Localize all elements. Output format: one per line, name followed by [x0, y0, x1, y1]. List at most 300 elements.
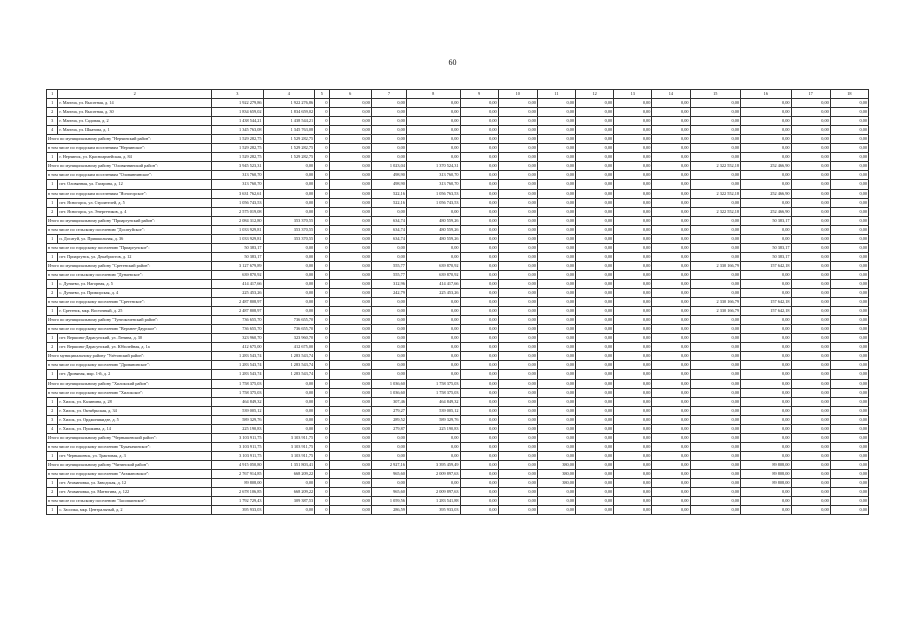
subtotal-label: в том числе по городским поселениям "Нерчинское":: [47, 144, 212, 153]
value-cell: 0: [315, 289, 329, 298]
value-cell: 0,00: [741, 370, 792, 379]
row-index: 2: [47, 108, 58, 117]
value-cell: 0,00: [371, 433, 406, 442]
subtotal-row: [47, 189, 869, 198]
value-cell: 0,00: [371, 135, 406, 144]
value-cell: 0,00: [537, 171, 575, 180]
value-cell: 414 417,66: [406, 279, 460, 288]
address-cell: г. Хилок, ул. Пушкина, д. 14: [58, 424, 212, 433]
column-number: 6: [329, 90, 371, 99]
page-number: 60: [448, 58, 457, 67]
value-cell: 0,00: [329, 252, 371, 261]
row-index: 2: [47, 406, 58, 415]
value-cell: 0,00: [406, 370, 460, 379]
value-cell: 0,00: [614, 325, 652, 334]
value-cell: 0,00: [406, 243, 460, 252]
value-cell: 313 760,70: [406, 180, 460, 189]
value-cell: 0,00: [830, 388, 868, 397]
value-cell: 0,00: [830, 352, 868, 361]
row-index: 2: [47, 289, 58, 298]
value-cell: 0,00: [830, 225, 868, 234]
value-cell: 0,00: [460, 243, 498, 252]
value-cell: 157 642,18: [741, 261, 792, 270]
subtotal-row: [47, 442, 869, 451]
value-cell: 0,00: [329, 207, 371, 216]
value-cell: 589 329,76: [406, 415, 460, 424]
value-cell: 0,00: [791, 433, 830, 442]
value-cell: 0,00: [791, 225, 830, 234]
value-cell: 0,00: [537, 388, 575, 397]
value-cell: 0: [315, 451, 329, 460]
value-cell: 0,00: [498, 234, 537, 243]
value-cell: 0,00: [537, 352, 575, 361]
value-cell: 0,00: [741, 153, 792, 162]
value-cell: 0,00: [652, 198, 690, 207]
value-cell: 0,00: [460, 270, 498, 279]
value-cell: 0,00: [460, 379, 498, 388]
value-cell: 0,00: [791, 279, 830, 288]
value-cell: 0,00: [537, 117, 575, 126]
value-cell: 0,00: [652, 270, 690, 279]
value-cell: 0,00: [371, 334, 406, 343]
value-cell: 380,00: [537, 460, 575, 469]
value-cell: 0,00: [791, 216, 830, 225]
address-row: [47, 234, 869, 243]
value-cell: 0,00: [830, 361, 868, 370]
value-cell: 1 033 929,81: [212, 234, 264, 243]
value-cell: 0,00: [690, 135, 741, 144]
subtotal-row: [47, 433, 869, 442]
value-cell: 0,00: [830, 460, 868, 469]
value-cell: 0,00: [498, 460, 537, 469]
value-cell: 0,00: [614, 289, 652, 298]
value-cell: 1 056 743,53: [212, 198, 264, 207]
subtotal-row: [47, 325, 869, 334]
value-cell: 0,00: [329, 279, 371, 288]
value-cell: 0,00: [830, 189, 868, 198]
value-cell: 0,00: [690, 153, 741, 162]
value-cell: 0,00: [460, 488, 498, 497]
value-cell: 0,00: [791, 325, 830, 334]
value-cell: 0,00: [537, 189, 575, 198]
value-cell: 252 466,90: [741, 189, 792, 198]
value-cell: 498,90: [371, 180, 406, 189]
value-cell: 634,74: [371, 234, 406, 243]
address-cell: г. Нерчинск, ул. Красноармейская, д. 84: [58, 153, 212, 162]
value-cell: 0,00: [329, 316, 371, 325]
value-cell: 50 383,17: [741, 243, 792, 252]
address-cell: пгт. Атамановка, ул. Матюгина, д. 122: [58, 488, 212, 497]
value-cell: 0,00: [460, 442, 498, 451]
value-cell: 1 529 282,75: [212, 144, 264, 153]
value-cell: 0,00: [329, 488, 371, 497]
value-cell: 2 009 897,63: [406, 469, 460, 478]
value-cell: 0,00: [537, 243, 575, 252]
value-cell: 0,00: [329, 99, 371, 108]
value-cell: 0,00: [690, 243, 741, 252]
value-cell: 0,00: [791, 469, 830, 478]
value-cell: 0: [315, 325, 329, 334]
value-cell: 0,00: [652, 108, 690, 117]
value-cell: 0,00: [263, 424, 315, 433]
value-cell: 0,00: [576, 289, 614, 298]
value-cell: 0,00: [329, 397, 371, 406]
value-cell: 0,00: [741, 234, 792, 243]
value-cell: 0,00: [537, 270, 575, 279]
value-cell: 0,00: [498, 352, 537, 361]
value-cell: 0,00: [741, 379, 792, 388]
address-row: [47, 343, 869, 352]
value-cell: 0,00: [741, 497, 792, 506]
value-cell: 0,00: [614, 153, 652, 162]
value-cell: 279,27: [371, 406, 406, 415]
value-cell: 0,00: [614, 252, 652, 261]
row-index: 1: [47, 99, 58, 108]
row-index: 1: [47, 479, 58, 488]
value-cell: 0,00: [576, 316, 614, 325]
value-cell: 0,00: [537, 307, 575, 316]
address-row: [47, 488, 869, 497]
value-cell: 0,00: [791, 198, 830, 207]
value-cell: 0,00: [652, 261, 690, 270]
value-cell: 0,00: [791, 298, 830, 307]
value-cell: 0,00: [460, 506, 498, 515]
value-cell: 0: [315, 162, 329, 171]
value-cell: 0,00: [460, 180, 498, 189]
value-cell: 0,00: [830, 397, 868, 406]
value-cell: 3 127 679,89: [212, 261, 264, 270]
value-cell: 0,00: [371, 361, 406, 370]
value-cell: 0,00: [329, 225, 371, 234]
value-cell: 0,00: [406, 307, 460, 316]
value-cell: 0,00: [614, 316, 652, 325]
value-cell: 0,00: [406, 153, 460, 162]
value-cell: 0,00: [830, 252, 868, 261]
value-cell: 0,00: [652, 488, 690, 497]
address-cell: пгт. Дровяная, мкр. 1-й, д. 2: [58, 370, 212, 379]
value-cell: 0,00: [830, 325, 868, 334]
value-cell: 0,00: [576, 225, 614, 234]
value-cell: 0,00: [741, 433, 792, 442]
value-cell: 0,00: [263, 189, 315, 198]
value-cell: 0,00: [406, 207, 460, 216]
address-cell: с. Дунаево, ул. Приморская, д. 4: [58, 289, 212, 298]
value-cell: 0,00: [329, 479, 371, 488]
value-cell: 0,00: [371, 479, 406, 488]
value-cell: 0,00: [741, 99, 792, 108]
value-cell: 0,00: [791, 388, 830, 397]
value-cell: 0,00: [791, 289, 830, 298]
value-cell: 0,00: [791, 497, 830, 506]
value-cell: 0,00: [263, 388, 315, 397]
value-cell: 0,00: [537, 497, 575, 506]
value-cell: 0,00: [537, 289, 575, 298]
value-cell: 0,00: [498, 433, 537, 442]
value-cell: 1 438 544,21: [212, 117, 264, 126]
value-cell: 0,00: [652, 99, 690, 108]
value-cell: 414 417,66: [212, 279, 264, 288]
address-row: [47, 479, 869, 488]
value-cell: 0,00: [791, 117, 830, 126]
value-cell: 0,00: [690, 406, 741, 415]
value-cell: 0,00: [460, 460, 498, 469]
value-cell: 0,00: [371, 99, 406, 108]
value-cell: 0,00: [652, 352, 690, 361]
value-cell: 0,00: [498, 198, 537, 207]
value-cell: 0,00: [690, 361, 741, 370]
value-cell: 4 915 050,80: [212, 460, 264, 469]
value-cell: 0,00: [830, 379, 868, 388]
value-cell: 0,00: [537, 433, 575, 442]
value-cell: 0,00: [460, 207, 498, 216]
value-cell: 0,00: [537, 442, 575, 451]
value-cell: 0,00: [830, 171, 868, 180]
value-cell: 0,00: [576, 343, 614, 352]
value-cell: 0,00: [830, 506, 868, 515]
value-cell: 0,00: [498, 397, 537, 406]
value-cell: 0,00: [576, 216, 614, 225]
value-cell: 0,00: [614, 279, 652, 288]
value-cell: 0,00: [498, 325, 537, 334]
subtotal-label: в том числе по городским поселениям "Ясногорское":: [47, 189, 212, 198]
value-cell: 0,00: [652, 126, 690, 135]
value-cell: 0,00: [690, 388, 741, 397]
value-cell: 0,00: [614, 261, 652, 270]
subtotal-label: Итого муниципальному району "Улётовский район":: [47, 352, 212, 361]
address-cell: г. Магича, ул. Садовая, д. 2: [58, 117, 212, 126]
value-cell: 0,00: [690, 289, 741, 298]
value-cell: 0,00: [263, 171, 315, 180]
value-cell: 0,00: [576, 352, 614, 361]
value-cell: 0: [315, 469, 329, 478]
value-cell: 0,00: [614, 216, 652, 225]
value-cell: 0,00: [652, 442, 690, 451]
value-cell: 0,00: [614, 171, 652, 180]
subtotal-label: в том числе по городскому поселению "Дровянинское":: [47, 361, 212, 370]
value-cell: 0,00: [652, 189, 690, 198]
value-cell: 0,00: [690, 460, 741, 469]
value-cell: 0,00: [498, 479, 537, 488]
column-number: 3: [212, 90, 264, 99]
value-cell: 0,00: [263, 506, 315, 515]
value-cell: 3 103 911,75: [263, 442, 315, 451]
subtotal-row: [47, 261, 869, 270]
value-cell: 0,00: [830, 497, 868, 506]
value-cell: 736 655,70: [212, 325, 264, 334]
value-cell: 0,00: [537, 361, 575, 370]
value-cell: 0,00: [791, 108, 830, 117]
column-number: 9: [460, 90, 498, 99]
value-cell: 0,00: [830, 442, 868, 451]
value-cell: 0,00: [329, 261, 371, 270]
value-cell: 0,00: [460, 225, 498, 234]
value-cell: 0,00: [576, 99, 614, 108]
value-cell: 0,00: [460, 289, 498, 298]
value-cell: 1 834 659,02: [212, 108, 264, 117]
value-cell: 0,00: [406, 352, 460, 361]
address-cell: г. Сретенск, мкр. Восточный, д. 25: [58, 307, 212, 316]
value-cell: 0,00: [576, 488, 614, 497]
value-cell: 0,00: [614, 479, 652, 488]
address-row: [47, 126, 869, 135]
capital-repair-table: [46, 89, 869, 515]
column-number: 7: [371, 90, 406, 99]
value-cell: 522,16: [371, 198, 406, 207]
value-cell: 0,00: [690, 126, 741, 135]
value-cell: 0,00: [614, 451, 652, 460]
value-cell: 0,00: [498, 379, 537, 388]
value-cell: 0,00: [498, 415, 537, 424]
value-cell: 0: [315, 406, 329, 415]
value-cell: 0,00: [690, 488, 741, 497]
value-cell: 0,00: [460, 415, 498, 424]
value-cell: 0,00: [576, 406, 614, 415]
value-cell: 0,00: [614, 352, 652, 361]
value-cell: 0: [315, 506, 329, 515]
value-cell: 0,00: [652, 451, 690, 460]
value-cell: 0,00: [537, 370, 575, 379]
value-cell: 0,00: [371, 117, 406, 126]
subtotal-row: [47, 135, 869, 144]
row-index: 2: [47, 207, 58, 216]
value-cell: 0,00: [614, 388, 652, 397]
value-cell: 0,00: [498, 451, 537, 460]
value-cell: 0,00: [460, 162, 498, 171]
value-cell: 0,00: [498, 189, 537, 198]
subtotal-label: Итого по муниципальному району "Чернышевский район":: [47, 433, 212, 442]
value-cell: 0,00: [830, 180, 868, 189]
subtotal-label: в том числе по городским поселениям "Оловяннинское":: [47, 171, 212, 180]
row-index: 1: [47, 252, 58, 261]
address-cell: с. Дунаево, ул. Нагорная, д. 5: [58, 279, 212, 288]
value-cell: 0,00: [690, 252, 741, 261]
value-cell: 0,00: [537, 325, 575, 334]
subtotal-label: в том числе по городскому поселению "Верхнее-Даурское":: [47, 325, 212, 334]
value-cell: 0,00: [652, 479, 690, 488]
value-cell: 0,00: [741, 289, 792, 298]
value-cell: 0,00: [652, 469, 690, 478]
value-cell: 0,00: [690, 442, 741, 451]
value-cell: 1 529 282,75: [263, 153, 315, 162]
value-cell: 0: [315, 153, 329, 162]
value-cell: 0,00: [329, 388, 371, 397]
value-cell: 0,00: [576, 153, 614, 162]
row-index: 1: [47, 334, 58, 343]
value-cell: 0,00: [830, 343, 868, 352]
address-cell: г. Магича, ул. Шкатова, д. 1: [58, 126, 212, 135]
subtotal-row: [47, 225, 869, 234]
value-cell: 0,00: [690, 171, 741, 180]
value-cell: 0,00: [537, 261, 575, 270]
row-index: 1: [47, 180, 58, 189]
value-cell: 0,00: [498, 361, 537, 370]
value-cell: 0,00: [460, 234, 498, 243]
value-cell: 0,00: [741, 135, 792, 144]
value-cell: 0,00: [406, 451, 460, 460]
value-cell: 0,00: [371, 352, 406, 361]
value-cell: 252 466,90: [741, 162, 792, 171]
value-cell: 0,00: [329, 108, 371, 117]
value-cell: 313 760,70: [406, 171, 460, 180]
value-cell: 0,00: [329, 162, 371, 171]
value-cell: 0,00: [652, 144, 690, 153]
value-cell: 0,00: [460, 343, 498, 352]
value-cell: 0,00: [652, 162, 690, 171]
value-cell: 312,96: [371, 279, 406, 288]
row-index: 1: [47, 234, 58, 243]
column-number: 8: [406, 90, 460, 99]
value-cell: 0,00: [576, 451, 614, 460]
value-cell: 0,00: [576, 252, 614, 261]
value-cell: 0,00: [741, 406, 792, 415]
value-cell: 0,00: [498, 424, 537, 433]
value-cell: 0,00: [791, 189, 830, 198]
value-cell: 0,00: [830, 198, 868, 207]
value-cell: 0,00: [460, 361, 498, 370]
value-cell: 0: [315, 343, 329, 352]
value-cell: 0: [315, 180, 329, 189]
value-cell: 0,00: [830, 289, 868, 298]
value-cell: 0,00: [614, 406, 652, 415]
value-cell: 0: [315, 279, 329, 288]
subtotal-label: в том числе по городскому поселению "Букачачинское":: [47, 442, 212, 451]
address-cell: пгт. Ясногорск, ул. Энергетиков, д. 4: [58, 207, 212, 216]
value-cell: 0,00: [690, 108, 741, 117]
address-row: [47, 207, 869, 216]
row-index: 4: [47, 126, 58, 135]
value-cell: 0,00: [537, 451, 575, 460]
value-cell: 0,00: [830, 270, 868, 279]
value-cell: 0,00: [263, 207, 315, 216]
value-cell: 0,00: [830, 316, 868, 325]
value-cell: 1 529 282,75: [212, 135, 264, 144]
value-cell: 480 559,26: [406, 216, 460, 225]
value-cell: 0,00: [406, 325, 460, 334]
value-cell: 0,00: [791, 270, 830, 279]
value-cell: 0,00: [652, 325, 690, 334]
value-cell: 0,00: [576, 433, 614, 442]
value-cell: 353 370,55: [263, 216, 315, 225]
value-cell: 1 529 282,75: [263, 144, 315, 153]
value-cell: 0,00: [460, 433, 498, 442]
value-cell: 639 870,92: [212, 270, 264, 279]
value-cell: 1 834 659,02: [263, 108, 315, 117]
value-cell: 0: [315, 207, 329, 216]
value-cell: 0,00: [498, 252, 537, 261]
value-cell: 0,00: [614, 379, 652, 388]
value-cell: 0,00: [652, 361, 690, 370]
value-cell: 1 792 729,43: [212, 497, 264, 506]
value-cell: 0,00: [830, 424, 868, 433]
value-cell: 380,00: [537, 469, 575, 478]
value-cell: 0,00: [614, 442, 652, 451]
subtotal-label: в том числе по городскому поселению "Приаргунское":: [47, 243, 212, 252]
address-row: [47, 198, 869, 207]
value-cell: 0,00: [537, 316, 575, 325]
value-cell: 89 808,00: [741, 479, 792, 488]
value-cell: 0,00: [460, 216, 498, 225]
value-cell: 0,00: [614, 334, 652, 343]
value-cell: 0,00: [329, 433, 371, 442]
value-cell: 0,00: [652, 207, 690, 216]
address-cell: г. Хилок, ул. Калинина, д. 28: [58, 397, 212, 406]
value-cell: 0,00: [371, 108, 406, 117]
value-cell: 0,00: [329, 497, 371, 506]
value-cell: 0,00: [576, 361, 614, 370]
value-cell: 0,00: [537, 406, 575, 415]
value-cell: 412 675,00: [263, 343, 315, 352]
value-cell: 0,00: [652, 406, 690, 415]
